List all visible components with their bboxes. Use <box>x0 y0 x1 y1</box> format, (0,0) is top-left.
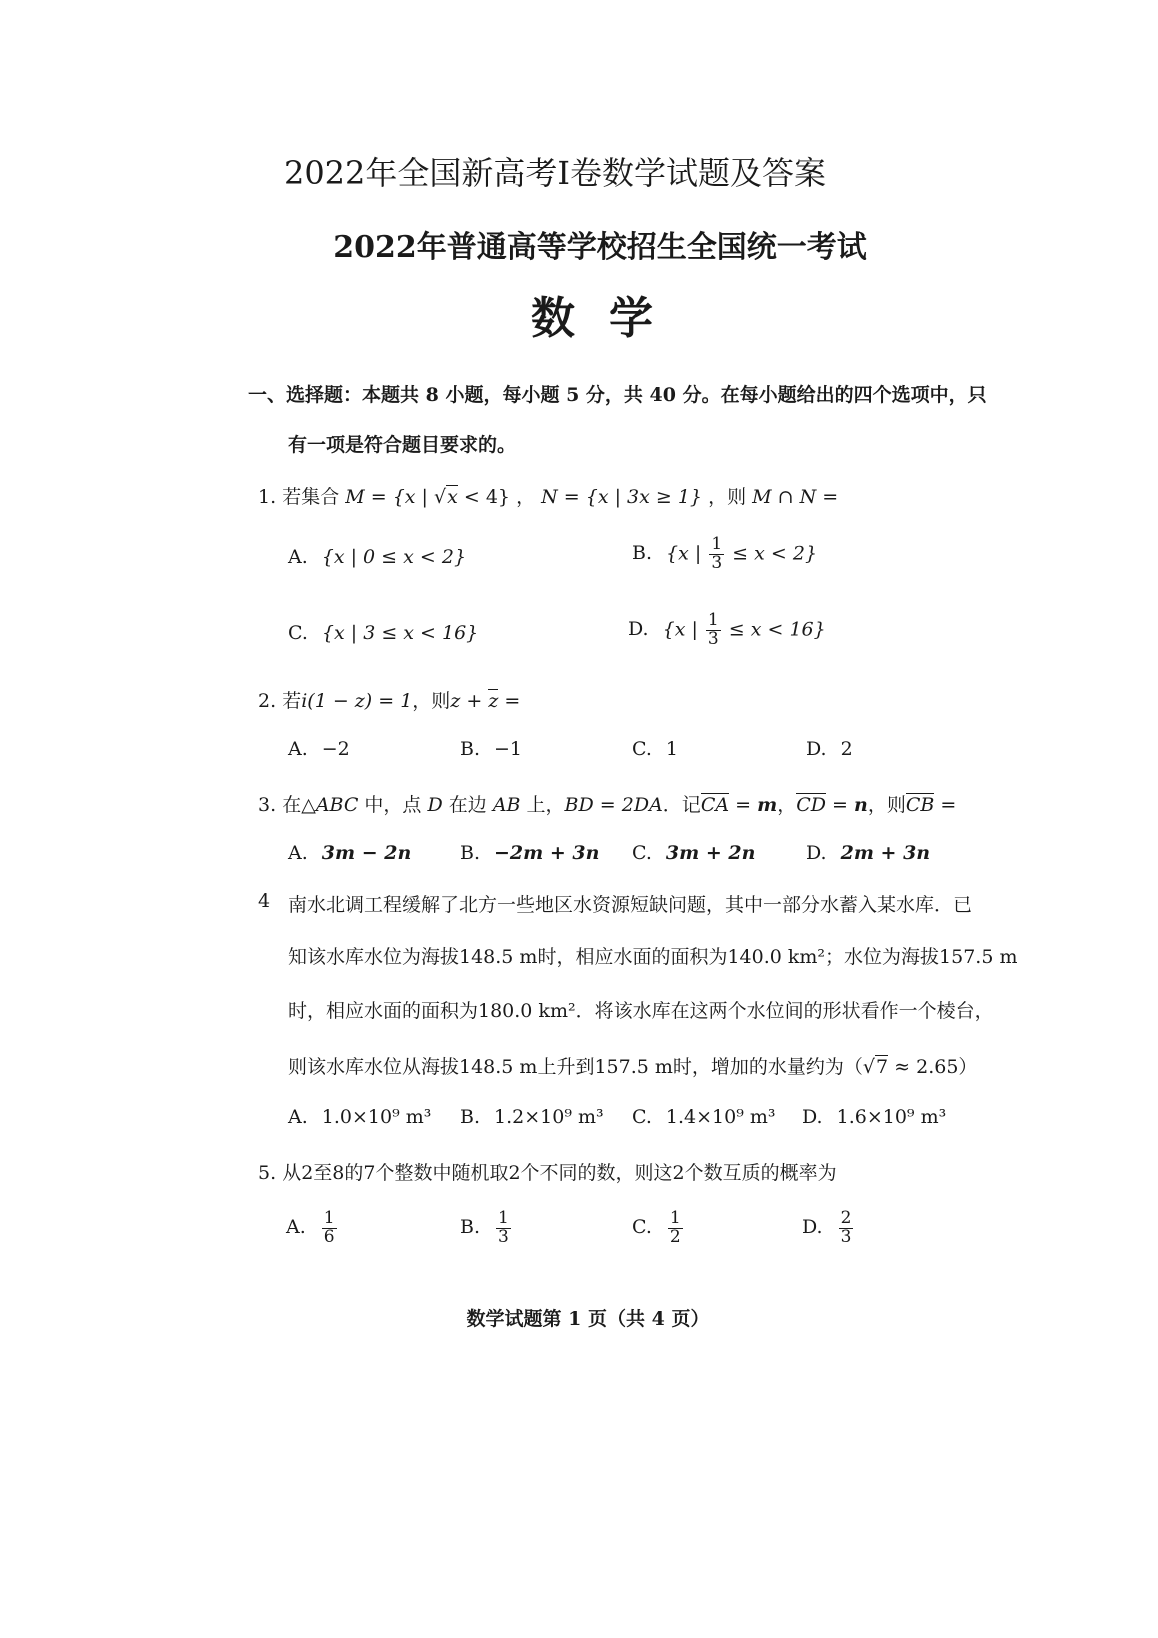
equals: = <box>729 794 758 816</box>
question-4-line3: 时，相应水面的面积为180.0 km²．将该水库在这两个水位间的形状看作一个棱台， <box>288 1000 994 1022</box>
option-text-post: ≤ x < 2} <box>726 542 818 565</box>
line4-approx: ≈ 2.65） <box>888 1056 978 1078</box>
q5-option-a <box>286 1210 339 1247</box>
fraction-numerator: 1 <box>498 1208 509 1228</box>
sqrt-x: x <box>447 486 458 508</box>
option-label: B. <box>632 542 653 565</box>
conj-expr-a: z + <box>450 690 489 712</box>
option-label: D. <box>806 842 827 864</box>
q2-option-d <box>806 738 853 760</box>
question-text-5: ．记 <box>662 794 701 816</box>
option-text: 1.6×10⁹ m³ <box>836 1106 947 1128</box>
option-text-pre: {x | <box>666 542 708 565</box>
question-text: 在△ <box>282 794 316 816</box>
question-text-3: 在边 <box>442 794 493 816</box>
conj-bar-z: z <box>488 690 499 712</box>
option-text: {x | 0 ≤ x < 2} <box>321 546 467 568</box>
question-expression: M ∩ N = <box>752 486 839 508</box>
equals: = <box>934 794 957 816</box>
option-label: B. <box>460 1216 481 1239</box>
set-n: N = {x | 3x ≥ 1} <box>541 486 703 508</box>
question-text-2: ，则 <box>708 486 747 508</box>
question-text: 若集合 <box>282 486 340 508</box>
ratio-expression: BD = 2DA <box>564 794 663 816</box>
question-expression: i(1 − z) = 1 <box>301 690 413 712</box>
fraction-denominator: 3 <box>840 1226 852 1247</box>
subject-title: 数学 <box>531 293 687 344</box>
triangle-name: ABC <box>315 794 359 816</box>
option-text: 2m + 3n <box>840 842 931 864</box>
option-label: D. <box>802 1216 823 1239</box>
fraction <box>706 612 721 649</box>
point-d: D <box>427 794 443 816</box>
option-label: B. <box>460 842 481 864</box>
option-label: B. <box>460 738 481 760</box>
option-text: 3m − 2n <box>321 842 412 864</box>
option-text: 2 <box>840 738 853 760</box>
question-4-line1: 南水北调工程缓解了北方一些地区水资源短缺问题，其中一部分水蓄入某水库．已 <box>288 894 973 916</box>
q1-option-a <box>288 546 466 568</box>
question-text-7: ，则 <box>867 794 906 816</box>
q3-option-b <box>460 842 599 864</box>
option-text: 1.4×10⁹ m³ <box>665 1106 776 1128</box>
option-label: C. <box>288 622 308 644</box>
question-text: 从2至8的7个整数中随机取2个不同的数，则这2个数互质的概率为 <box>282 1162 837 1184</box>
q1-option-c <box>288 622 478 644</box>
option-label: C. <box>632 1216 652 1239</box>
q5-option-d <box>802 1210 855 1247</box>
question-number: 2. <box>258 690 277 712</box>
option-label: A. <box>288 1106 308 1128</box>
question-1: 1. 若集合 M = {x | √x < 4} ， N = {x | 3x ≥ 1} ，则 M ∩ N = <box>258 486 839 508</box>
question-text-6: ， <box>777 794 797 816</box>
line4-text: 则该水库水位从海拔148.5 m上升到157.5 m时，增加的水量约为（ <box>288 1056 863 1078</box>
q3-option-c <box>632 842 755 864</box>
vector-m: m <box>757 794 778 816</box>
question-4-line2: 知该水库水位为海拔148.5 m时，相应水面的面积为140.0 km²；水位为海拔157.5 m <box>288 946 1018 968</box>
fraction-denominator: 3 <box>498 1226 509 1247</box>
document-title: 2022年全国新高考Ⅰ卷数学试题及答案 <box>283 154 827 192</box>
section-heading-line1: 一、选择题：本题共 8 小题，每小题 5 分，共 40 分。在每小题给出的四个选项中，只 <box>248 384 987 406</box>
fraction-denominator: 3 <box>711 552 723 573</box>
option-text: {x | 3 ≤ x < 16} <box>321 622 479 644</box>
option-label: C. <box>632 738 652 760</box>
set-m-end: < 4} <box>457 486 511 508</box>
q3-option-d <box>806 842 930 864</box>
question-number: 1. <box>258 486 277 508</box>
conj-expr-b: = <box>498 690 521 712</box>
option-label: D. <box>806 738 827 760</box>
question-4-line4: 则该水库水位从海拔148.5 m上升到157.5 m时，增加的水量约为（√7 ≈ 2.65） <box>288 1056 978 1078</box>
vector-n: n <box>853 794 868 816</box>
q1-option-d <box>628 612 826 649</box>
fraction <box>496 1210 511 1247</box>
vector-cd: CD <box>796 794 826 816</box>
question-text-4: 上， <box>520 794 565 816</box>
fraction <box>709 536 724 573</box>
fraction-numerator: 1 <box>707 610 719 630</box>
option-label: A. <box>288 546 308 568</box>
option-text: 1.2×10⁹ m³ <box>494 1106 604 1128</box>
fraction-numerator: 1 <box>323 1208 335 1228</box>
question-2 <box>258 686 520 713</box>
question-5 <box>258 1158 837 1185</box>
fraction-numerator: 1 <box>669 1208 681 1228</box>
q3-option-a <box>288 842 411 864</box>
option-label: C. <box>632 842 652 864</box>
fraction-denominator: 2 <box>669 1226 681 1247</box>
question-4-number: 4 <box>258 890 271 912</box>
option-label: A. <box>288 842 308 864</box>
question-3 <box>258 790 956 817</box>
option-text-pre: {x | <box>662 618 704 641</box>
page-footer: 数学试题第 1 页（共 4 页） <box>466 1308 710 1330</box>
fraction-numerator: 1 <box>711 534 723 554</box>
side-ab: AB <box>492 794 521 816</box>
option-text: −2m + 3n <box>494 842 600 864</box>
question-text-2: 中，点 <box>358 794 428 816</box>
equals: = <box>825 794 854 816</box>
fraction <box>839 1210 854 1247</box>
option-text-post: ≤ x < 16} <box>722 618 826 641</box>
option-text: −2 <box>321 738 350 760</box>
section-heading-line2: 有一项是符合题目要求的。 <box>288 434 517 456</box>
option-label: A. <box>288 738 308 760</box>
question-text: 若 <box>282 690 302 712</box>
option-label: B. <box>460 1106 481 1128</box>
q4-option-d <box>802 1106 946 1128</box>
q4-option-c <box>632 1106 776 1128</box>
q1-option-b <box>632 536 817 573</box>
sqrt-7: 7 <box>876 1056 889 1078</box>
separator: ， <box>516 486 536 508</box>
q2-option-b <box>460 738 522 760</box>
set-m-start: M = {x | <box>345 486 434 508</box>
question-number: 5. <box>258 1162 277 1184</box>
q2-option-a <box>288 738 350 760</box>
q2-option-c <box>632 738 678 760</box>
fraction <box>668 1210 683 1247</box>
vector-cb: CB <box>905 794 935 816</box>
fraction-denominator: 3 <box>707 628 719 649</box>
q4-option-a <box>288 1106 431 1128</box>
fraction-numerator: 2 <box>840 1208 852 1228</box>
fraction <box>322 1210 337 1247</box>
option-label: D. <box>802 1106 823 1128</box>
q4-option-b <box>460 1106 604 1128</box>
vector-ca: CA <box>700 794 730 816</box>
fraction-denominator: 6 <box>323 1226 335 1247</box>
option-text: 3m + 2n <box>665 842 756 864</box>
q5-option-b <box>460 1210 513 1247</box>
exam-title: 2022年普通高等学校招生全国统一考试 <box>333 230 867 265</box>
option-text: 1 <box>665 738 678 760</box>
question-text-2: ，则 <box>412 690 451 712</box>
option-label: A. <box>286 1216 306 1239</box>
option-text: −1 <box>494 738 523 760</box>
option-text: 1.0×10⁹ m³ <box>321 1106 432 1128</box>
q5-option-c <box>632 1210 685 1247</box>
option-label: C. <box>632 1106 652 1128</box>
question-number: 3. <box>258 794 277 816</box>
option-label: D. <box>628 618 649 641</box>
